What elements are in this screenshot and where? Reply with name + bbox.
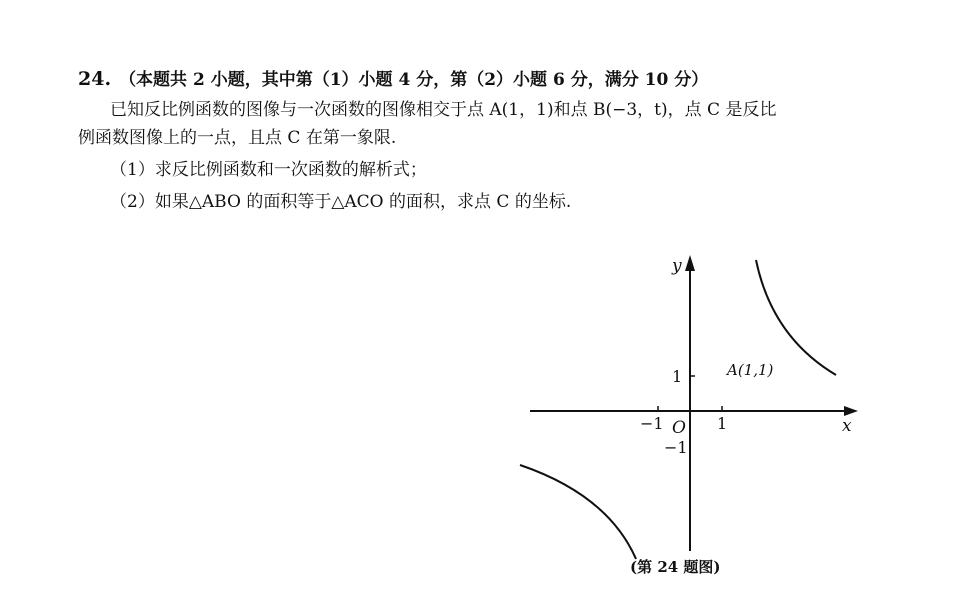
tick-label-y-1: 1 [672, 367, 683, 386]
point-a-label: A(1,1) [727, 361, 774, 379]
problem-header [78, 66, 898, 93]
figure-caption: (第 24 题图) [630, 558, 721, 576]
hyperbola-branch-first-quadrant [756, 260, 836, 375]
statement-line-1: 已知反比例函数的图像与一次函数的图像相交于点 A(1，1)和点 B(−3，t)，点 C 是反比 [110, 100, 777, 120]
statement-line-2: 例函数图像上的一点，且点 C 在第一象限. [78, 128, 397, 148]
part-1: （1）求反比例函数和一次函数的解析式； [110, 160, 427, 180]
x-axis-arrow [844, 406, 858, 416]
hyperbola-branch-third-quadrant [520, 465, 636, 559]
coordinate-plane [500, 245, 870, 560]
tick-label-x-neg-1: −1 [640, 414, 664, 433]
tick-label-x-1: 1 [717, 414, 728, 433]
problem-24 [78, 66, 898, 215]
x-axis-label: x [842, 416, 852, 436]
score-note: （本题共 2 小题，其中第（1）小题 4 分，第（2）小题 6 分，满分 10 分） [119, 70, 709, 90]
y-axis-arrow [685, 255, 695, 271]
hyperbola-figure [500, 245, 870, 564]
tick-label-y-neg-1: −1 [664, 438, 688, 457]
origin-label: O [672, 418, 686, 438]
part-2: （2）如果△ABO 的面积等于△ACO 的面积，求点 C 的坐标. [110, 192, 572, 212]
problem-number: 24. [78, 68, 112, 90]
y-axis-label: y [672, 256, 682, 276]
